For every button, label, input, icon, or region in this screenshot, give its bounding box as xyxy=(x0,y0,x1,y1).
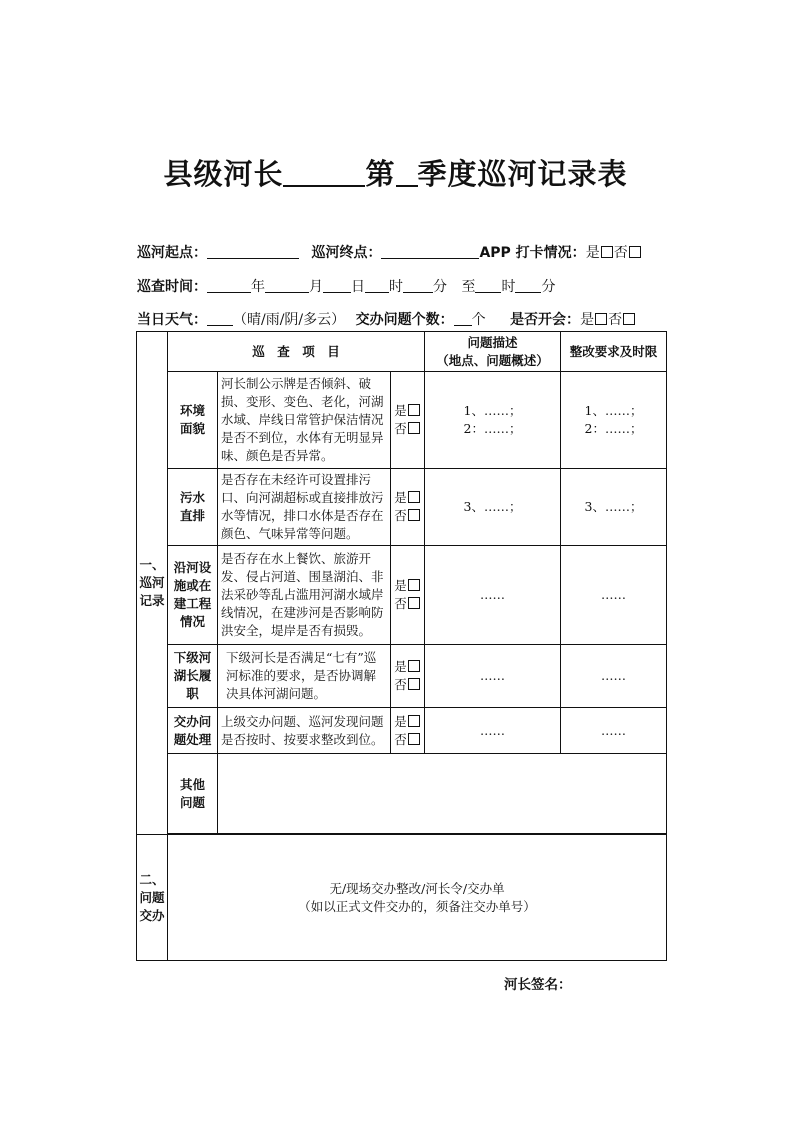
hour-field[interactable] xyxy=(365,278,389,293)
problem-description-cell[interactable]: 3、……； xyxy=(425,469,561,546)
year-field[interactable] xyxy=(207,278,251,293)
signature-label: 河长签名： xyxy=(504,977,572,993)
other-issues-cell[interactable] xyxy=(218,754,667,834)
weather-label: 当日天气： xyxy=(137,312,207,328)
problem-description-cell[interactable]: …… xyxy=(425,546,561,645)
page-title: 县级河长 第 季度巡河记录表 xyxy=(163,157,628,191)
title-blank-quarter xyxy=(396,159,418,187)
yes-checkbox[interactable] xyxy=(408,491,420,503)
info-row-route: 巡河起点： 巡河终点： APP 打卡情况： 是 否 xyxy=(137,242,642,262)
yes-no-select[interactable]: 是 否 xyxy=(391,372,425,469)
category-assigned-issues: 交办问 题处理 xyxy=(168,708,218,754)
table-header-row xyxy=(137,332,667,372)
category-subordinate-duty: 下级河 湖长履 职 xyxy=(168,645,218,708)
no-checkbox[interactable] xyxy=(408,678,420,690)
yes-no-select[interactable]: 是 否 xyxy=(391,546,425,645)
no-checkbox[interactable] xyxy=(408,733,420,745)
issues-count-field[interactable] xyxy=(454,311,472,326)
title-blank-name xyxy=(283,159,365,187)
app-label: APP 打卡情况： xyxy=(479,245,586,261)
meeting-label: 是否开会： xyxy=(510,312,581,328)
app-no-checkbox[interactable] xyxy=(629,246,641,258)
rectification-cell[interactable]: …… xyxy=(561,645,667,708)
app-yes-checkbox[interactable] xyxy=(601,246,613,258)
yes-checkbox[interactable] xyxy=(408,715,420,727)
header-problem-description: 问题描述 （地点、问题概述） xyxy=(425,332,561,372)
handover-row xyxy=(137,835,667,961)
problem-description-cell[interactable]: …… xyxy=(425,708,561,754)
section-issue-handover: 二、 问题 交办 xyxy=(137,835,168,961)
handover-cell[interactable]: 无/现场交办整改/河长令/交办单 （如以正式文件交办的，须备注交办单号） xyxy=(168,835,667,961)
table-row xyxy=(137,372,667,469)
item-description: 河长制公示牌是否倾斜、破损、变形、变色、老化，河湖水域、岸线日常管护保洁情况是否不到位，水体有无明显异味、颜色是否异常。 xyxy=(218,372,391,469)
rectification-cell[interactable]: …… xyxy=(561,546,667,645)
header-rectification: 整改要求及时限 xyxy=(561,332,667,372)
weather-options: （晴/雨/阴/多云） xyxy=(233,312,346,328)
weather-field[interactable] xyxy=(207,311,233,326)
problem-description-cell[interactable]: …… xyxy=(425,645,561,708)
table-row xyxy=(137,754,667,834)
end-label: 巡河终点： xyxy=(311,245,382,261)
meeting-yes-checkbox[interactable] xyxy=(595,313,607,325)
month-field[interactable] xyxy=(265,278,309,293)
info-row-weather: 当日天气： （晴/雨/阴/多云） 交办问题个数： 个 是否开会： 是 否 xyxy=(137,309,636,329)
item-description: 下级河长是否满足“七有”巡河标准的要求，是否协调解决具体河湖问题。 xyxy=(218,645,391,708)
patrol-record-table xyxy=(136,331,667,961)
yes-no-select[interactable]: 是 否 xyxy=(391,645,425,708)
rectification-cell[interactable]: 1、……； 2：……； xyxy=(561,372,667,469)
meeting-no-checkbox[interactable] xyxy=(623,313,635,325)
category-facilities: 沿河设 施或在 建工程 情况 xyxy=(168,546,218,645)
no-checkbox[interactable] xyxy=(408,597,420,609)
rectification-cell[interactable]: …… xyxy=(561,708,667,754)
end-hour-field[interactable] xyxy=(475,278,501,293)
yes-no-select[interactable]: 是 否 xyxy=(391,708,425,754)
problem-description-cell[interactable]: 1、……； 2：……； xyxy=(425,372,561,469)
category-other-issues: 其他 问题 xyxy=(168,754,218,834)
section-patrol-record: 一、 巡河 记录 xyxy=(137,332,168,835)
yes-checkbox[interactable] xyxy=(408,579,420,591)
item-description: 上级交办问题、巡河发现问题是否按时、按要求整改到位。 xyxy=(218,708,391,754)
no-checkbox[interactable] xyxy=(408,422,420,434)
table-row xyxy=(137,708,667,754)
category-environment: 环境 面貌 xyxy=(168,372,218,469)
yes-checkbox[interactable] xyxy=(408,660,420,672)
item-description: 是否存在未经许可设置排污口、向河湖超标或直接排放污水等情况，排口水体是否存在颜色、气味异常等问题。 xyxy=(218,469,391,546)
table-row xyxy=(137,469,667,546)
issues-label: 交办问题个数： xyxy=(355,312,454,328)
start-field[interactable] xyxy=(207,244,299,259)
end-minute-field[interactable] xyxy=(515,278,541,293)
day-field[interactable] xyxy=(323,278,351,293)
end-field[interactable] xyxy=(381,244,479,259)
header-inspection-item: 巡 查 项 目 xyxy=(168,332,425,372)
start-label: 巡河起点： xyxy=(137,245,207,261)
table-row xyxy=(137,546,667,645)
table-row xyxy=(137,645,667,708)
category-sewage: 污水 直排 xyxy=(168,469,218,546)
time-label: 巡查时间： xyxy=(137,279,207,295)
yes-checkbox[interactable] xyxy=(408,404,420,416)
minute-field[interactable] xyxy=(403,278,433,293)
rectification-cell[interactable]: 3、……； xyxy=(561,469,667,546)
item-description: 是否存在水上餐饮、旅游开发、侵占河道、围垦湖泊、非法采砂等乱占滥用河湖水域岸线情况，在建涉河是否影响防洪安全，堤岸是否有损毁。 xyxy=(218,546,391,645)
yes-no-select[interactable]: 是 否 xyxy=(391,469,425,546)
info-row-time: 巡查时间： 年 月 日 时 分 至 时 分 xyxy=(137,279,556,295)
no-checkbox[interactable] xyxy=(408,509,420,521)
